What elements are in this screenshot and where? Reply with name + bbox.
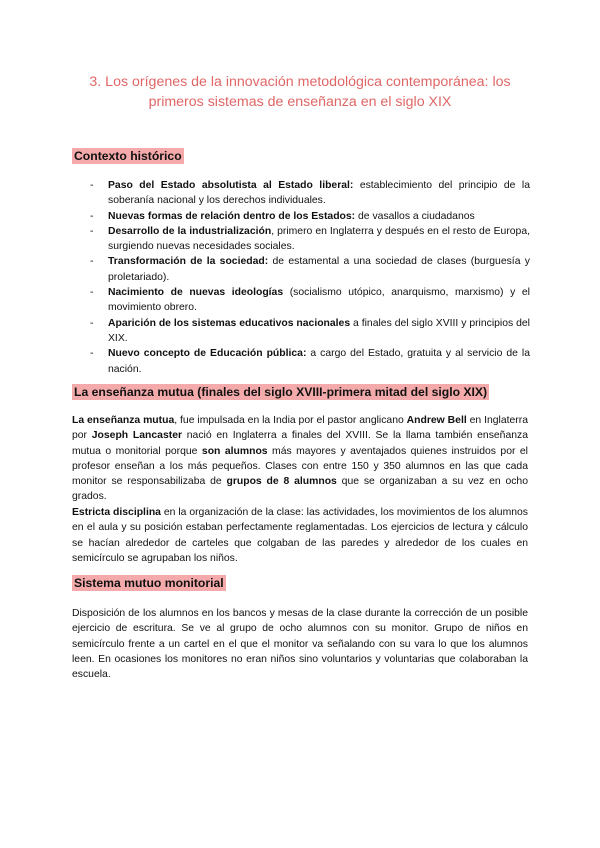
paragraph-ensenanza-mutua: La enseñanza mutua, fue impulsada en la India por el pastor anglicano Andrew Bell en Inglaterra por Joseph Lancaster nació en Inglaterra a finales del XVIII. Se la llama también enseñanza mutua o monitorial porque son alumnos más mayores y aventajados quienes instruidos por el profesor enseñan a los más pequeños. Clases con entre 150 y 350 alumnos en las que cada monitor se responsabilizaba de grupos de 8 alumnos que se organizaban a su vez en ocho grados.: [72, 415, 529, 503]
context-list: [90, 178, 530, 377]
list-item: - Nuevo concepto de Educación pública: a cargo del Estado, gratuita y al servicio de la nación.: [90, 348, 530, 375]
list-item: - Desarrollo de la industrialización, primero en Inglaterra y después en el resto de Europa, surgiendo nuevas necesidades sociales.: [90, 225, 530, 253]
list-item: - Nuevas formas de relación dentro de los Estados: de vasallos a ciudadanos: [90, 210, 475, 222]
paragraph-disciplina: Estricta disciplina en la organización de la clase: las actividades, los movimientos de los alumnos en el aula y su posición estaban perfectamente reglamentadas. Los ejercicios de lectura y cálculo se hacían alrededor de carteles que colgaban de las paredes y alrededor de los cuales en semicírculo se agrupaban los niños.: [72, 507, 528, 564]
list-item: - Paso del Estado absolutista al Estado liberal: establecimiento del principio de la soberanía nacional y los derechos individuales.: [90, 180, 530, 207]
list-item: - Transformación de la sociedad: de estamental a una sociedad de clases (burguesía y proletariado).: [90, 256, 530, 283]
section-heading-sistema-monitorial: Sistema mutuo monitorial: [74, 576, 224, 590]
list-item: - Nacimiento de nuevas ideologías (socialismo utópico, anarquismo, marxismo) y el movimiento obrero.: [90, 287, 530, 314]
paragraph-sistema-monitorial: Disposición de los alumnos en los bancos y mesas de la clase durante la corrección de un posible ejercicio de escritura. Se ve al grupo de ocho alumnos con su monitor. Grupo de niños en semicírculo frente a un cartel en el que el monitor va señalando con su vara lo que los alumnos leen. En ocasiones los monitores no eran niños sino voluntarios y voluntarias que colaboraban la escuela.: [72, 608, 528, 681]
page-title-line-2: primeros sistemas de enseñanza en el siglo XIX: [148, 94, 452, 110]
list-item: - Aparición de los sistemas educativos nacionales a finales del siglo XVIII y principios del XIX.: [90, 317, 530, 344]
section-heading-contexto: Contexto histórico: [74, 149, 182, 163]
section-heading-ensenanza-mutua: La enseñanza mutua (finales del siglo XVIII-primera mitad del siglo XIX): [74, 385, 488, 399]
page-title: [50, 72, 550, 112]
page-title-line-1: 3. Los orígenes de la innovación metodológica contemporánea: los: [89, 74, 511, 90]
